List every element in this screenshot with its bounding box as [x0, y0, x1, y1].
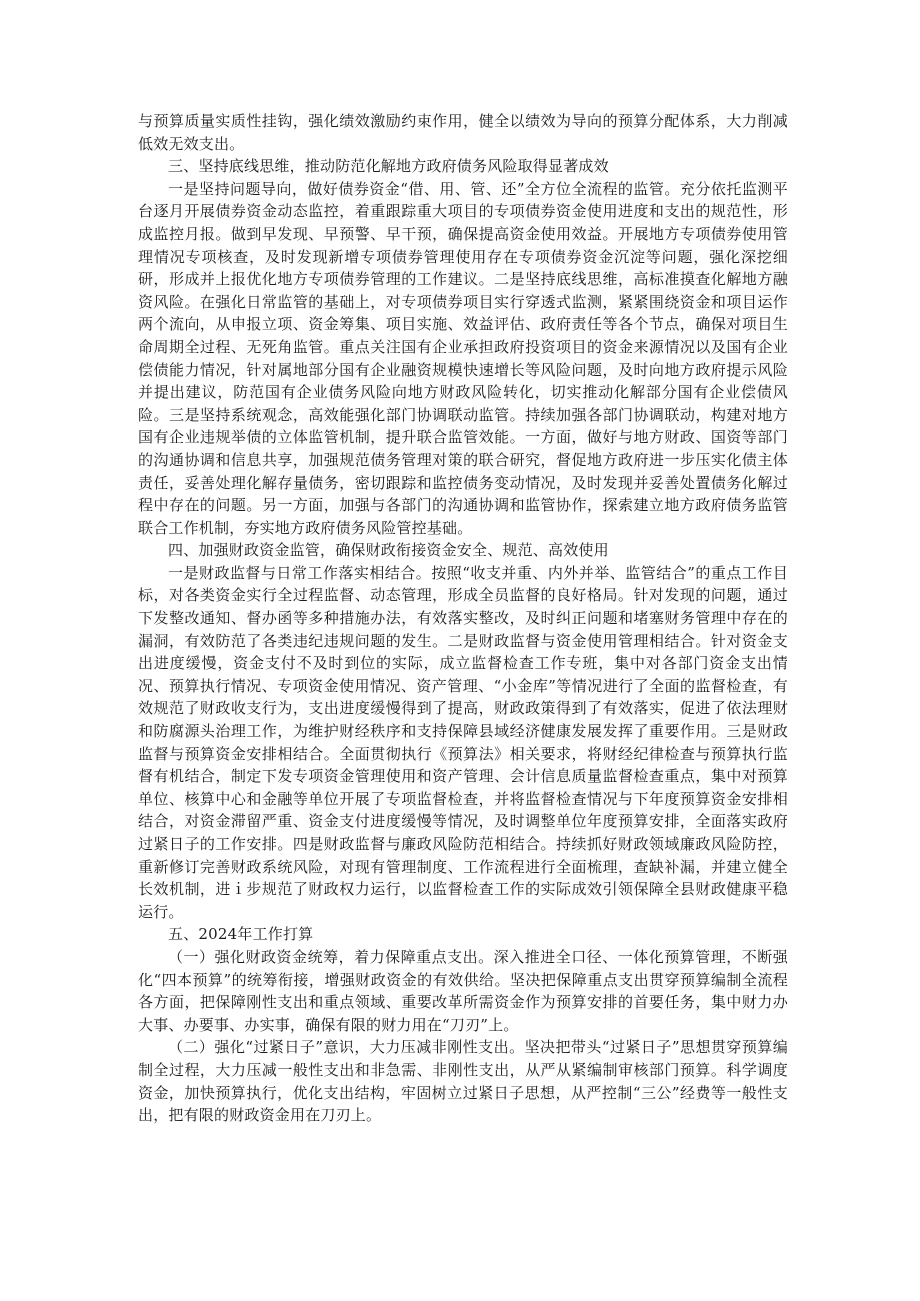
section-heading-4: 四、加强财政资金监管，确保财政衔接资金安全、规范、高效使用: [168, 541, 609, 560]
section-heading-3: 三、坚持底线思维，推动防范化解地方政府债务风险取得显著成效: [168, 157, 609, 176]
section-heading-5: 五、2024年工作打算: [168, 925, 314, 944]
paragraph-budget-performance: 与预算质量实质性挂钩，强化绩效激励约束作用，健全以绩效为导向的预算分配体系，大力削减低效无效支出。: [138, 112, 788, 153]
document-body: [138, 110, 788, 1127]
paragraph-fund-supervision: 一是财政监督与日常工作落实相结合。按照“收支并重、内外并举、监管结合”的重点工作目标，对各类资金实行全过程监督、动态管理，形成全员监督的良好格局。针对发现的问题，通过下发整改通知、督办函等多种措施办法，有效落实整改，及时纠正问题和堵塞财务管理中存在的漏洞，有效防范了各类违纪违规问题的发生。二是财政监督与资金使用管理相结合。针对资金支出进度缓慢，资金支付不及时到位的实际，成立监督检查工作专班，集中对各部门资金支出情况、预算执行情况、专项资金使用情况、资产管理、“小金库”等情况进行了全面的监督检查，有效规范了财政收支行为，支出进度缓慢得到了提高，财政政策得到了有效落实，促进了依法理财和防腐源头治理工作，为维护财经秩序和支持保障县域经济健康发展发挥了重要作用。三是财政监督与预算资金安排相结合。全面贯彻执行《预算法》相关要求，将财经纪律检查与预算执行监督有机结合，制定下发专项资金管理使用和资产管理、会计信息质量监督检查重点，集中对预算单位、核算中心和金融等单位开展了专项监督检查，并将监督检查情况与下年度预算资金安排相结合，对资金滞留严重、资金支付进度缓慢等情况，及时调整单位年度预算安排，全面落实政府过紧日子的工作安排。四是财政监督与廉政风险防范相结合。持续抓好财政领域廉政风险防控，重新修订完善财政系统风险，对现有管理制度、工作流程进行全面梳理，查缺补漏，并建立健全长效机制，进ｉ步规范了财政权力运行，以监督检查工作的实际成效引领保障全县财政健康平稳运行。: [138, 563, 788, 921]
paragraph-debt-risk: 一是坚持问题导向，做好债券资金“借、用、管、还”全方位全流程的监管。充分依托监测平台逐月开展债券资金动态监控，着重跟踪重大项目的专项债券资金使用进度和支出的规范性，形成监控月报。做到早发现、早预警、早干预，确保提高资金使用效益。开展地方专项债券使用管理情况专项核查，及时发现新增专项债券管理使用存在专项债券资金沉淀等问题，强化深挖细研，形成并上报优化地方专项债券管理的工作建议。二是坚持底线思维，高标准摸查化解地方融资风险。在强化日常监管的基础上，对专项债券项目实行穿透式监测，紧紧围绕资金和项目运作两个流向，从申报立项、资金筹集、项目实施、效益评估、政府责任等各个节点，确保对项目生命周期全过程、无死角监管。重点关注国有企业承担政府投资项目的资金来源情况以及国有企业偿债能力情况，针对属地部分国有企业融资规模快速增长等风险问题，及时向地方政府提示风险并提出建议，防范国有企业债务风险向地方财政风险转化，切实推动化解部分国有企业偿债风险。三是坚持系统观念，高效能强化部门协调联动监管。持续加强各部门协调联动，构建对地方国有企业违规举债的立体监管机制，提升联合监管效能。一方面，做好与地方财政、国资等部门的沟通协调和信息共享，加强规范债务管理对策的联合研究，督促地方政府进一步压实化债主体责任，妥善处理化解存量债务，密切跟踪和监控债务变动情况，及时发现并妥善处置债务化解过程中存在的问题。另一方面，加强与各部门的沟通协调和监管协作，探索建立地方政府债务监管联合工作机制，夯实地方政府债务风险管控基础。: [138, 179, 788, 537]
paragraph-plan-1: （一）强化财政资金统筹，着力保障重点支出。深入推进全口径、一体化预算管理，不断强化“四本预算”的统筹衔接，增强财政资金的有效供给。坚决把保障重点支出贯穿预算编制全流程各方面，把保障刚性支出和重点领域、重要改革所需资金作为预算安排的首要任务，集中财力办大事、办要事、办实事，确保有限的财力用在“刀刃”上。: [138, 947, 788, 1034]
paragraph-plan-2: （二）强化“过紧日子”意识，大力压减非刚性支出。坚决把带头“过紧日子”思想贯穿预算编制全过程，大力压减一般性支出和非急需、非刚性支出，从严从紧编制审核部门预算。科学调度资金，加快预算执行，优化支出结构，牢固树立过紧日子思想，从严控制“三公”经费等一般性支出，把有限的财政资金用在刀刃上。: [138, 1038, 788, 1125]
